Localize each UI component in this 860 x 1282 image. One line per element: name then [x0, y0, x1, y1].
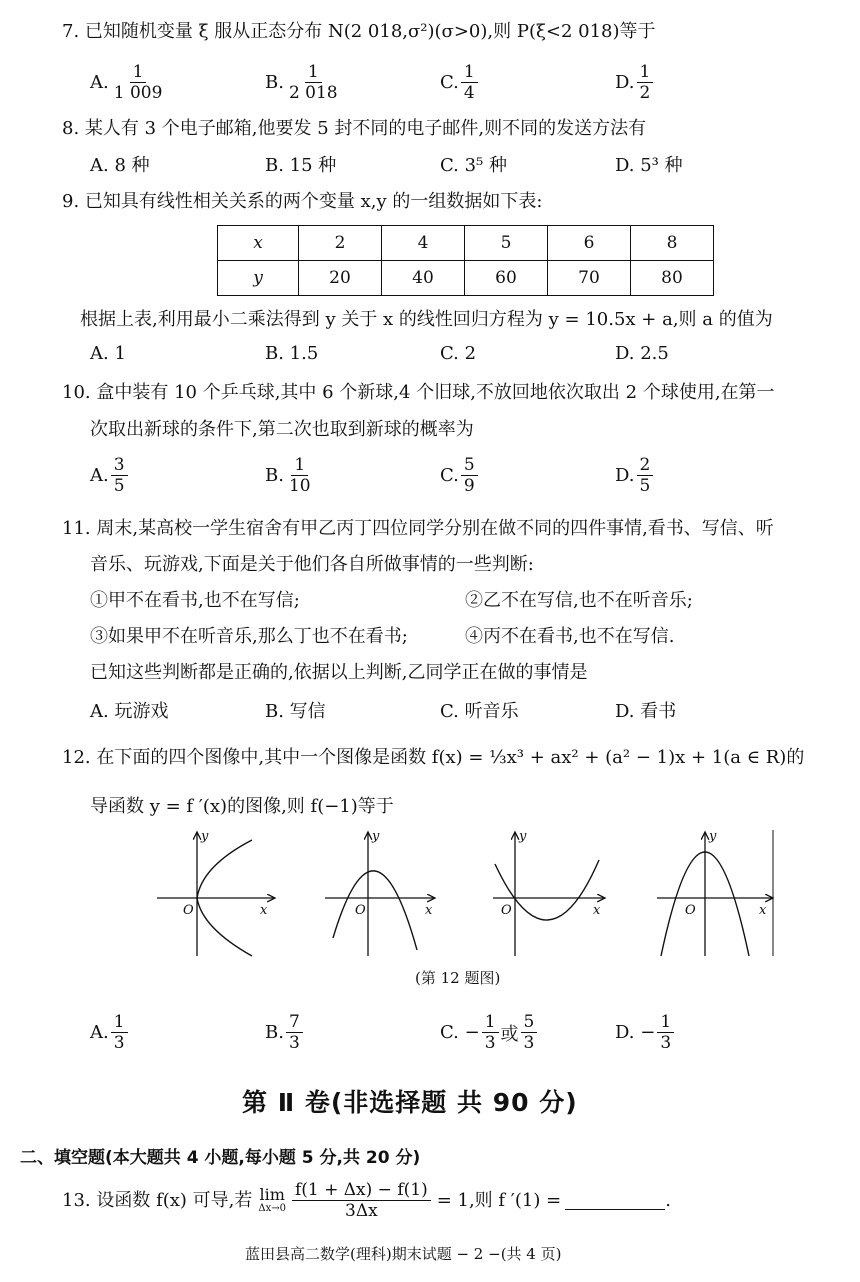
- q11-option-c: C. 听音乐: [440, 701, 519, 722]
- q8-option-c: C. 3⁵ 种: [440, 155, 507, 176]
- q11-option-b: B. 写信: [265, 701, 326, 722]
- q11-stem-line1: 11. 周末,某高校一学生宿舍有甲乙丙丁四位同学分别在做不同的四件事情,看书、写信、听: [62, 518, 774, 539]
- q11-statement-4: ④丙不在看书,也不在写信.: [465, 626, 675, 647]
- q10-stem-line1: 10. 盒中装有 10 个乒乓球,其中 6 个新球,4 个旧球,不放回地依次取出 2 个球使用,在第一: [62, 382, 775, 403]
- graph-3: [493, 832, 605, 956]
- axis-label-y: y: [201, 829, 209, 844]
- q10-options: [90, 455, 790, 496]
- q13-prefix: 13. 设函数 f(x) 可导,若: [62, 1189, 253, 1211]
- q13-suffix: = 1,则 f ′(1) =: [436, 1189, 562, 1211]
- table-header-x: x: [218, 226, 299, 261]
- table-cell: 2: [299, 226, 382, 261]
- section2-heading: 二、填空题(本大题共 4 小题,每小题 5 分,共 20 分): [20, 1148, 421, 1168]
- q10-option-b: B. $\frac{1}{10}$: [265, 455, 311, 496]
- q7-option-d: D. $\frac{1}{2}$: [615, 62, 790, 103]
- q8-stem: 8. 某人有 3 个电子邮箱,他要发 5 封不同的电子邮件,则不同的发送方法有: [62, 118, 647, 139]
- table-cell: 70: [548, 261, 631, 296]
- part2-title: 第 Ⅱ 卷(非选择题 共 90 分): [242, 1088, 578, 1117]
- q9-option-d: D. 2.5: [615, 343, 669, 364]
- q13: 13. 设函数 f(x) 可导,若 lim Δx→0 $\frac{f(1 + \Delta x) - f(1)}{3\Delta x}$ = 1,则 f ′(1) = .: [62, 1180, 671, 1221]
- q12-graphs-figure: [157, 828, 777, 960]
- axis-label-y: y: [372, 829, 380, 844]
- q11-stem-line2: 音乐、玩游戏,下面是关于他们各自所做事情的一些判断:: [90, 554, 534, 575]
- q8-option-d: D. 5³ 种: [615, 155, 683, 176]
- q9-data-table: [217, 225, 714, 296]
- graph-2: [325, 832, 435, 956]
- q12-options: [90, 1012, 790, 1053]
- q11-option-d: D. 看书: [615, 701, 677, 722]
- axis-label-x: x: [425, 903, 433, 918]
- limit-operator: lim Δx→0: [258, 1184, 286, 1214]
- q11-statement-2: ②乙不在写信,也不在听音乐;: [465, 590, 693, 611]
- q12-option-b: B. $\frac{7}{3}$: [265, 1012, 440, 1053]
- axis-label-x: x: [593, 903, 601, 918]
- origin-label: O: [501, 903, 512, 918]
- table-cell: 5: [465, 226, 548, 261]
- table-header-y: y: [218, 261, 299, 296]
- axis-label-y: y: [519, 829, 527, 844]
- table-row: [218, 226, 714, 261]
- table-cell: 80: [631, 261, 714, 296]
- q12-figure-caption: (第 12 题图): [415, 969, 501, 987]
- q10-stem-line2: 次取出新球的条件下,第二次也取到新球的概率为: [90, 419, 474, 440]
- q8-options: [90, 151, 790, 177]
- axis-label-x: x: [759, 903, 767, 918]
- origin-label: O: [183, 903, 194, 918]
- q12-option-a: A. $\frac{1}{3}$: [90, 1012, 265, 1053]
- q10-option-a: A. $\frac{3}{5}$: [90, 455, 265, 496]
- table-cell: 8: [631, 226, 714, 261]
- q7-option-c: C. $\frac{1}{4}$: [440, 62, 615, 103]
- q11-statement-1: ①甲不在看书,也不在写信;: [90, 590, 300, 611]
- q10-option-c: C. $\frac{5}{9}$: [440, 455, 615, 496]
- page-footer: 蓝田县高二数学(理科)期末试题 − 2 −(共 4 页): [245, 1245, 562, 1263]
- q11-statement-3: ③如果甲不在听音乐,那么丁也不在看书;: [90, 626, 408, 647]
- q9-option-c: C. 2: [440, 343, 477, 364]
- table-cell: 20: [299, 261, 382, 296]
- q9-options: [90, 343, 790, 364]
- graph-1: [157, 832, 275, 956]
- q7-option-a: A. $\frac{1}{1 009}$: [90, 62, 163, 103]
- q7-stem: 7. 已知随机变量 ξ 服从正态分布 N(2 018,σ²)(σ>0),则 P(ξ<2 018)等于: [62, 21, 656, 42]
- q12-stem-line1: 12. 在下面的四个图像中,其中一个图像是函数 f(x) = ⅓x³ + ax² + (a² − 1)x + 1(a ∈ R)的: [62, 747, 805, 768]
- q12-option-c: C. − $\frac{1}{3}$ 或 $\frac{5}{3}$: [440, 1012, 615, 1053]
- q12-option-d: D. − $\frac{1}{3}$: [615, 1012, 790, 1053]
- q9-option-b: B. 1.5: [265, 343, 319, 364]
- origin-label: O: [355, 903, 366, 918]
- q12-stem-line2: 导函数 y = f ′(x)的图像,则 f(−1)等于: [90, 796, 394, 817]
- q7-option-b: B. $\frac{1}{2 018}$: [265, 62, 338, 103]
- q11-conclusion: 已知这些判断都是正确的,依据以上判断,乙同学正在做的事情是: [90, 662, 588, 683]
- table-cell: 4: [382, 226, 465, 261]
- axis-label-y: y: [709, 829, 717, 844]
- q8-option-b: B. 15 种: [265, 155, 337, 176]
- q13-fraction: $\frac{f(1 + \Delta x) - f(1)}{3\Delta x}$: [292, 1180, 431, 1221]
- table-row: [218, 261, 714, 296]
- graph-4: [657, 832, 773, 956]
- table-cell: 6: [548, 226, 631, 261]
- q9-stem: 9. 已知具有线性相关关系的两个变量 x,y 的一组数据如下表:: [62, 191, 543, 212]
- q11-options: [90, 697, 790, 723]
- table-cell: 60: [465, 261, 548, 296]
- q9-option-a: A. 1: [90, 343, 126, 364]
- q7-options: [90, 62, 790, 103]
- q8-option-a: A. 8 种: [90, 155, 150, 176]
- origin-label: O: [685, 903, 696, 918]
- q13-answer-blank[interactable]: [565, 1191, 665, 1210]
- table-cell: 40: [382, 261, 465, 296]
- axis-label-x: x: [260, 903, 268, 918]
- q11-option-a: A. 玩游戏: [90, 701, 169, 722]
- q9-after: 根据上表,利用最小二乘法得到 y 关于 x 的线性回归方程为 y = 10.5x + a,则 a 的值为: [80, 309, 773, 330]
- q10-option-d: D. $\frac{2}{5}$: [615, 455, 790, 496]
